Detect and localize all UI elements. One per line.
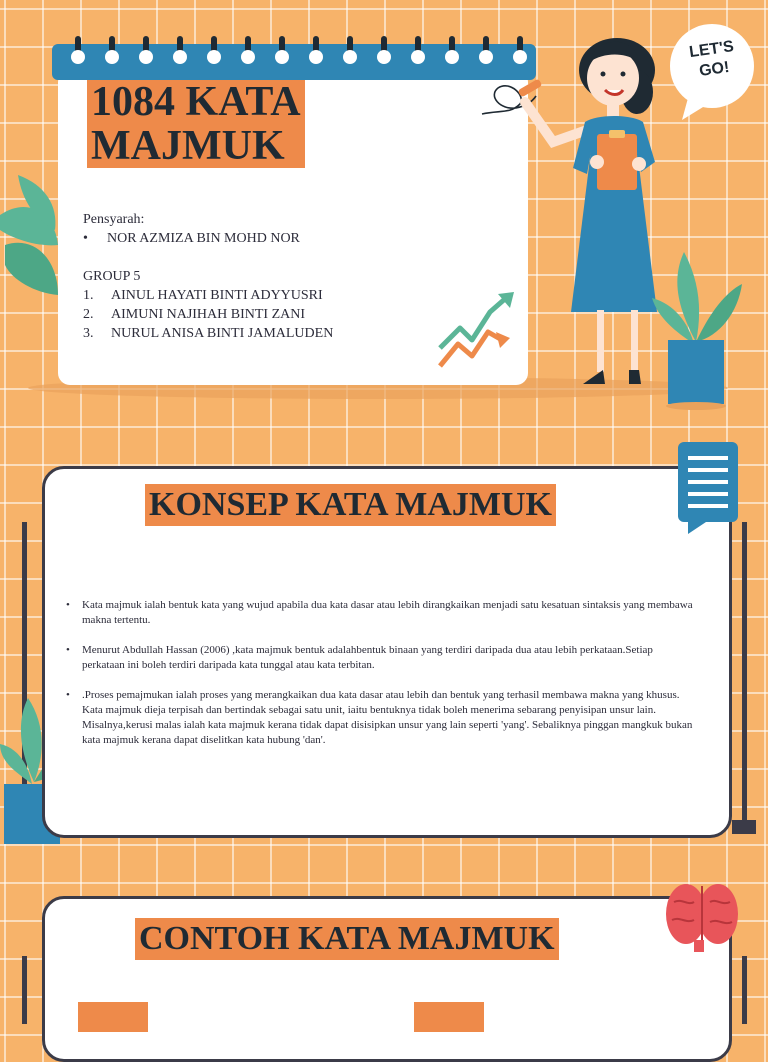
binding-ring-icon: [346, 36, 354, 64]
plant-leaves-left-icon: [0, 175, 60, 300]
bullet: •: [66, 644, 70, 656]
binding-ring-icon: [414, 36, 422, 64]
lecturer-label: Pensyarah:: [83, 212, 145, 227]
binding-ring-icon: [74, 36, 82, 64]
member-number: 2.: [83, 307, 94, 322]
member-row: [83, 305, 333, 324]
speech-line2: GO!: [698, 58, 731, 80]
concept-point: [66, 643, 696, 673]
binding-ring-icon: [210, 36, 218, 64]
board3-left-pole: [22, 956, 27, 1024]
binding-ring-icon: [448, 36, 456, 64]
concept-point-text: .Proses pemajmukan ialah proses yang merangkaikan dua kata dasar atau lebih dan bentuk yang terhasil membawa makna yang khusus. Kata majmuk dieja terpisah dan bertindak sebagai satu unit, iaitu bentuknya tidak boleh menerima sebarang penyisipan unsur lain. Misalnya,kerusi malas ialah kata majmuk kerana tidak dapat disisipkan unsur yang lain seperti 'yang'. Sebaliknya pinggan mangkuk bukan kata majmuk kerana dapat diselitkan kata hubung 'dan'.: [82, 689, 693, 746]
main-title-line1: 1084 KATA: [91, 79, 301, 125]
lecturer-bullet: •: [83, 231, 88, 246]
binding-ring-icon: [142, 36, 150, 64]
example-tab-right: [414, 1002, 484, 1032]
member-row: [83, 324, 333, 343]
notepad-binding-bar: [52, 44, 536, 80]
examples-title: CONTOH KATA MAJMUK: [135, 918, 559, 960]
concept-point: [66, 688, 696, 748]
bullet: •: [66, 689, 70, 701]
concept-point: [66, 598, 696, 628]
binding-ring-icon: [278, 36, 286, 64]
board-right-pole: [742, 522, 747, 824]
member-name: NURUL ANISA BINTI JAMALUDEN: [111, 326, 334, 341]
binding-ring-icon: [108, 36, 116, 64]
concept-point-text: Kata majmuk ialah bentuk kata yang wujud apabila dua kata dasar atau lebih dirangkaikan menjadi satu kesatuan sintaksis yang membawa makna tertentu.: [82, 599, 693, 626]
presenter-info: [83, 210, 333, 343]
binding-ring-icon: [482, 36, 490, 64]
example-tab-left: [78, 1002, 148, 1032]
binding-ring-icon: [176, 36, 184, 64]
main-title: [87, 80, 305, 168]
member-name: AINUL HAYATI BINTI ADYYUSRI: [111, 288, 323, 303]
binding-ring-icon: [244, 36, 252, 64]
lecturer-name: NOR AZMIZA BIN MOHD NOR: [107, 231, 300, 246]
board-right-foot: [732, 820, 756, 834]
binding-ring-icon: [380, 36, 388, 64]
binding-ring-icon: [312, 36, 320, 64]
member-number: 3.: [83, 326, 94, 341]
board3-right-pole: [742, 956, 747, 1024]
main-title-line2: MAJMUK: [91, 123, 285, 169]
concept-title: KONSEP KATA MAJMUK: [145, 484, 556, 526]
member-name: AIMUNI NAJIHAH BINTI ZANI: [111, 307, 306, 322]
brain-icon: [664, 878, 742, 956]
group-label: GROUP 5: [83, 269, 141, 284]
concept-points: [66, 598, 696, 763]
potted-plant-right-icon: [650, 252, 742, 412]
bullet: •: [66, 599, 70, 611]
member-number: 1.: [83, 288, 94, 303]
speech-line1: LET'S: [688, 38, 735, 62]
growth-chart-arrows-icon: [436, 290, 516, 370]
member-row: [83, 286, 333, 305]
concept-point-text: Menurut Abdullah Hassan (2006) ,kata majmuk bentuk adalahbentuk binaan yang terdiri daripada dua atau lebih perkataan.Setiap perkataan ini boleh terdiri daripada kata tunggal atau kata terbitan.: [82, 644, 653, 671]
document-note-icon: [678, 442, 740, 534]
lecturer-row: [83, 229, 333, 248]
